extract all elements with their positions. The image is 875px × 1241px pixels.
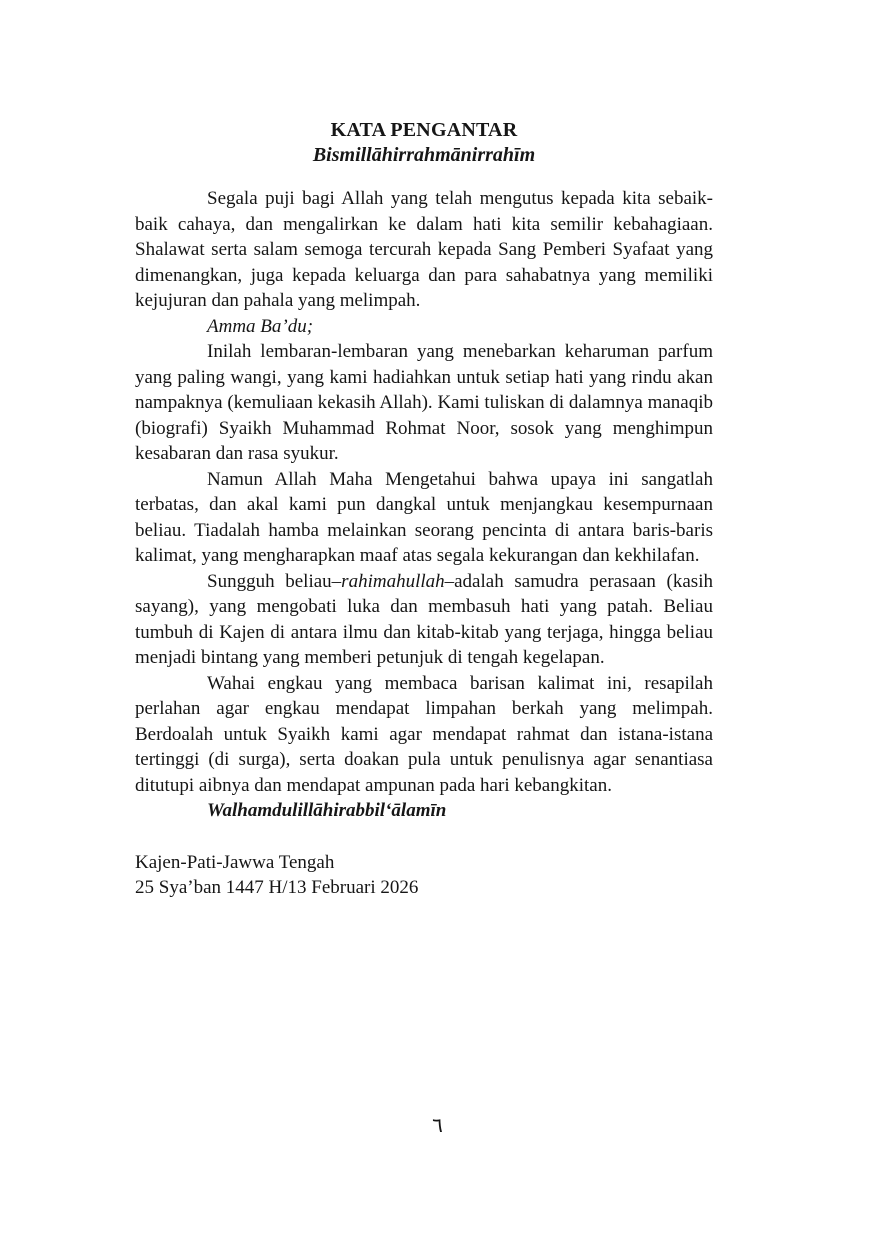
date-line: 25 Sya’ban 1447 H/13 Februari 2026 [135, 877, 419, 898]
paragraph-5 [135, 569, 713, 671]
paragraph-6: Wahai engkau yang membaca barisan kalimat ini, resapilah perlahan agar engkau mendapat limpahan berkah yang melimpah. Berdoalah untuk Syaikh kami agar mendapat rahmat dan istana-istana tertinggi (di surga), serta doakan pula untuk penulisnya agar senantiasa ditutupi aibnya dan mendapat ampunan pada hari kebangkitan. [135, 672, 713, 796]
signature-block [135, 850, 713, 901]
paragraph-5-prefix: Sungguh beliau– [207, 570, 342, 592]
text-block [135, 118, 713, 901]
bismillah-subtitle: Bismillāhirrahmānirrahīm [312, 144, 536, 166]
paragraph-4: Namun Allah Maha Mengetahui bahwa upaya ini sangatlah terbatas, dan akal kami pun dangkal untuk menjangkau kesempurnaan beliau. Tiadalah hamba melainkan seorang pencinta di antara baris-baris kalimat, yang mengharapkan maaf atas segala kekurangan dan kekhilafan. [135, 468, 713, 566]
paragraph-5-italic-phrase: rahimahullah [341, 570, 445, 592]
paragraph-5-suffix: –adalah samudra perasaan (kasih sayang), yang mengobati luka dan membasuh hati yang patah. Beliau tumbuh di Kajen di antara ilmu dan kitab-kitab yang terjaga, hingga beliau menjadi bintang yang memberi petunjuk di tengah kegelapan. [135, 570, 713, 668]
body-text [135, 186, 713, 798]
paragraph-2-amma-badu: Amma Ba’du; [207, 315, 314, 337]
closing-hamdalah-line: Walhamdulillāhirabbil‘ālamīn [207, 800, 447, 821]
page-number: ٦ [432, 1113, 443, 1137]
paragraph-1: Segala puji bagi Allah yang telah mengutus kepada kita sebaik-baik cahaya, dan mengalirkan ke dalam hati kita semilir kebahagiaan. Shalawat serta salam semoga tercurah kepada Sang Pemberi Syafaat yang dimenangkan, juga kepada keluarga dan para sahabatnya yang memiliki kejujuran dan pahala yang melimpah. [135, 188, 713, 311]
page-title: KATA PENGANTAR [330, 119, 518, 141]
place-line: Kajen-Pati-Jawwa Tengah [135, 851, 335, 873]
paragraph-3: Inilah lembaran-lembaran yang menebarkan keharuman parfum yang paling wangi, yang kami hadiahkan untuk setiap hati yang rindu akan nampaknya (kemuliaan kekasih Allah). Kami tuliskan di dalamnya manaqib (biografi) Syaikh Muhammad Rohmat Noor, sosok yang menghimpun kesabaran dan rasa syukur. [135, 341, 713, 464]
